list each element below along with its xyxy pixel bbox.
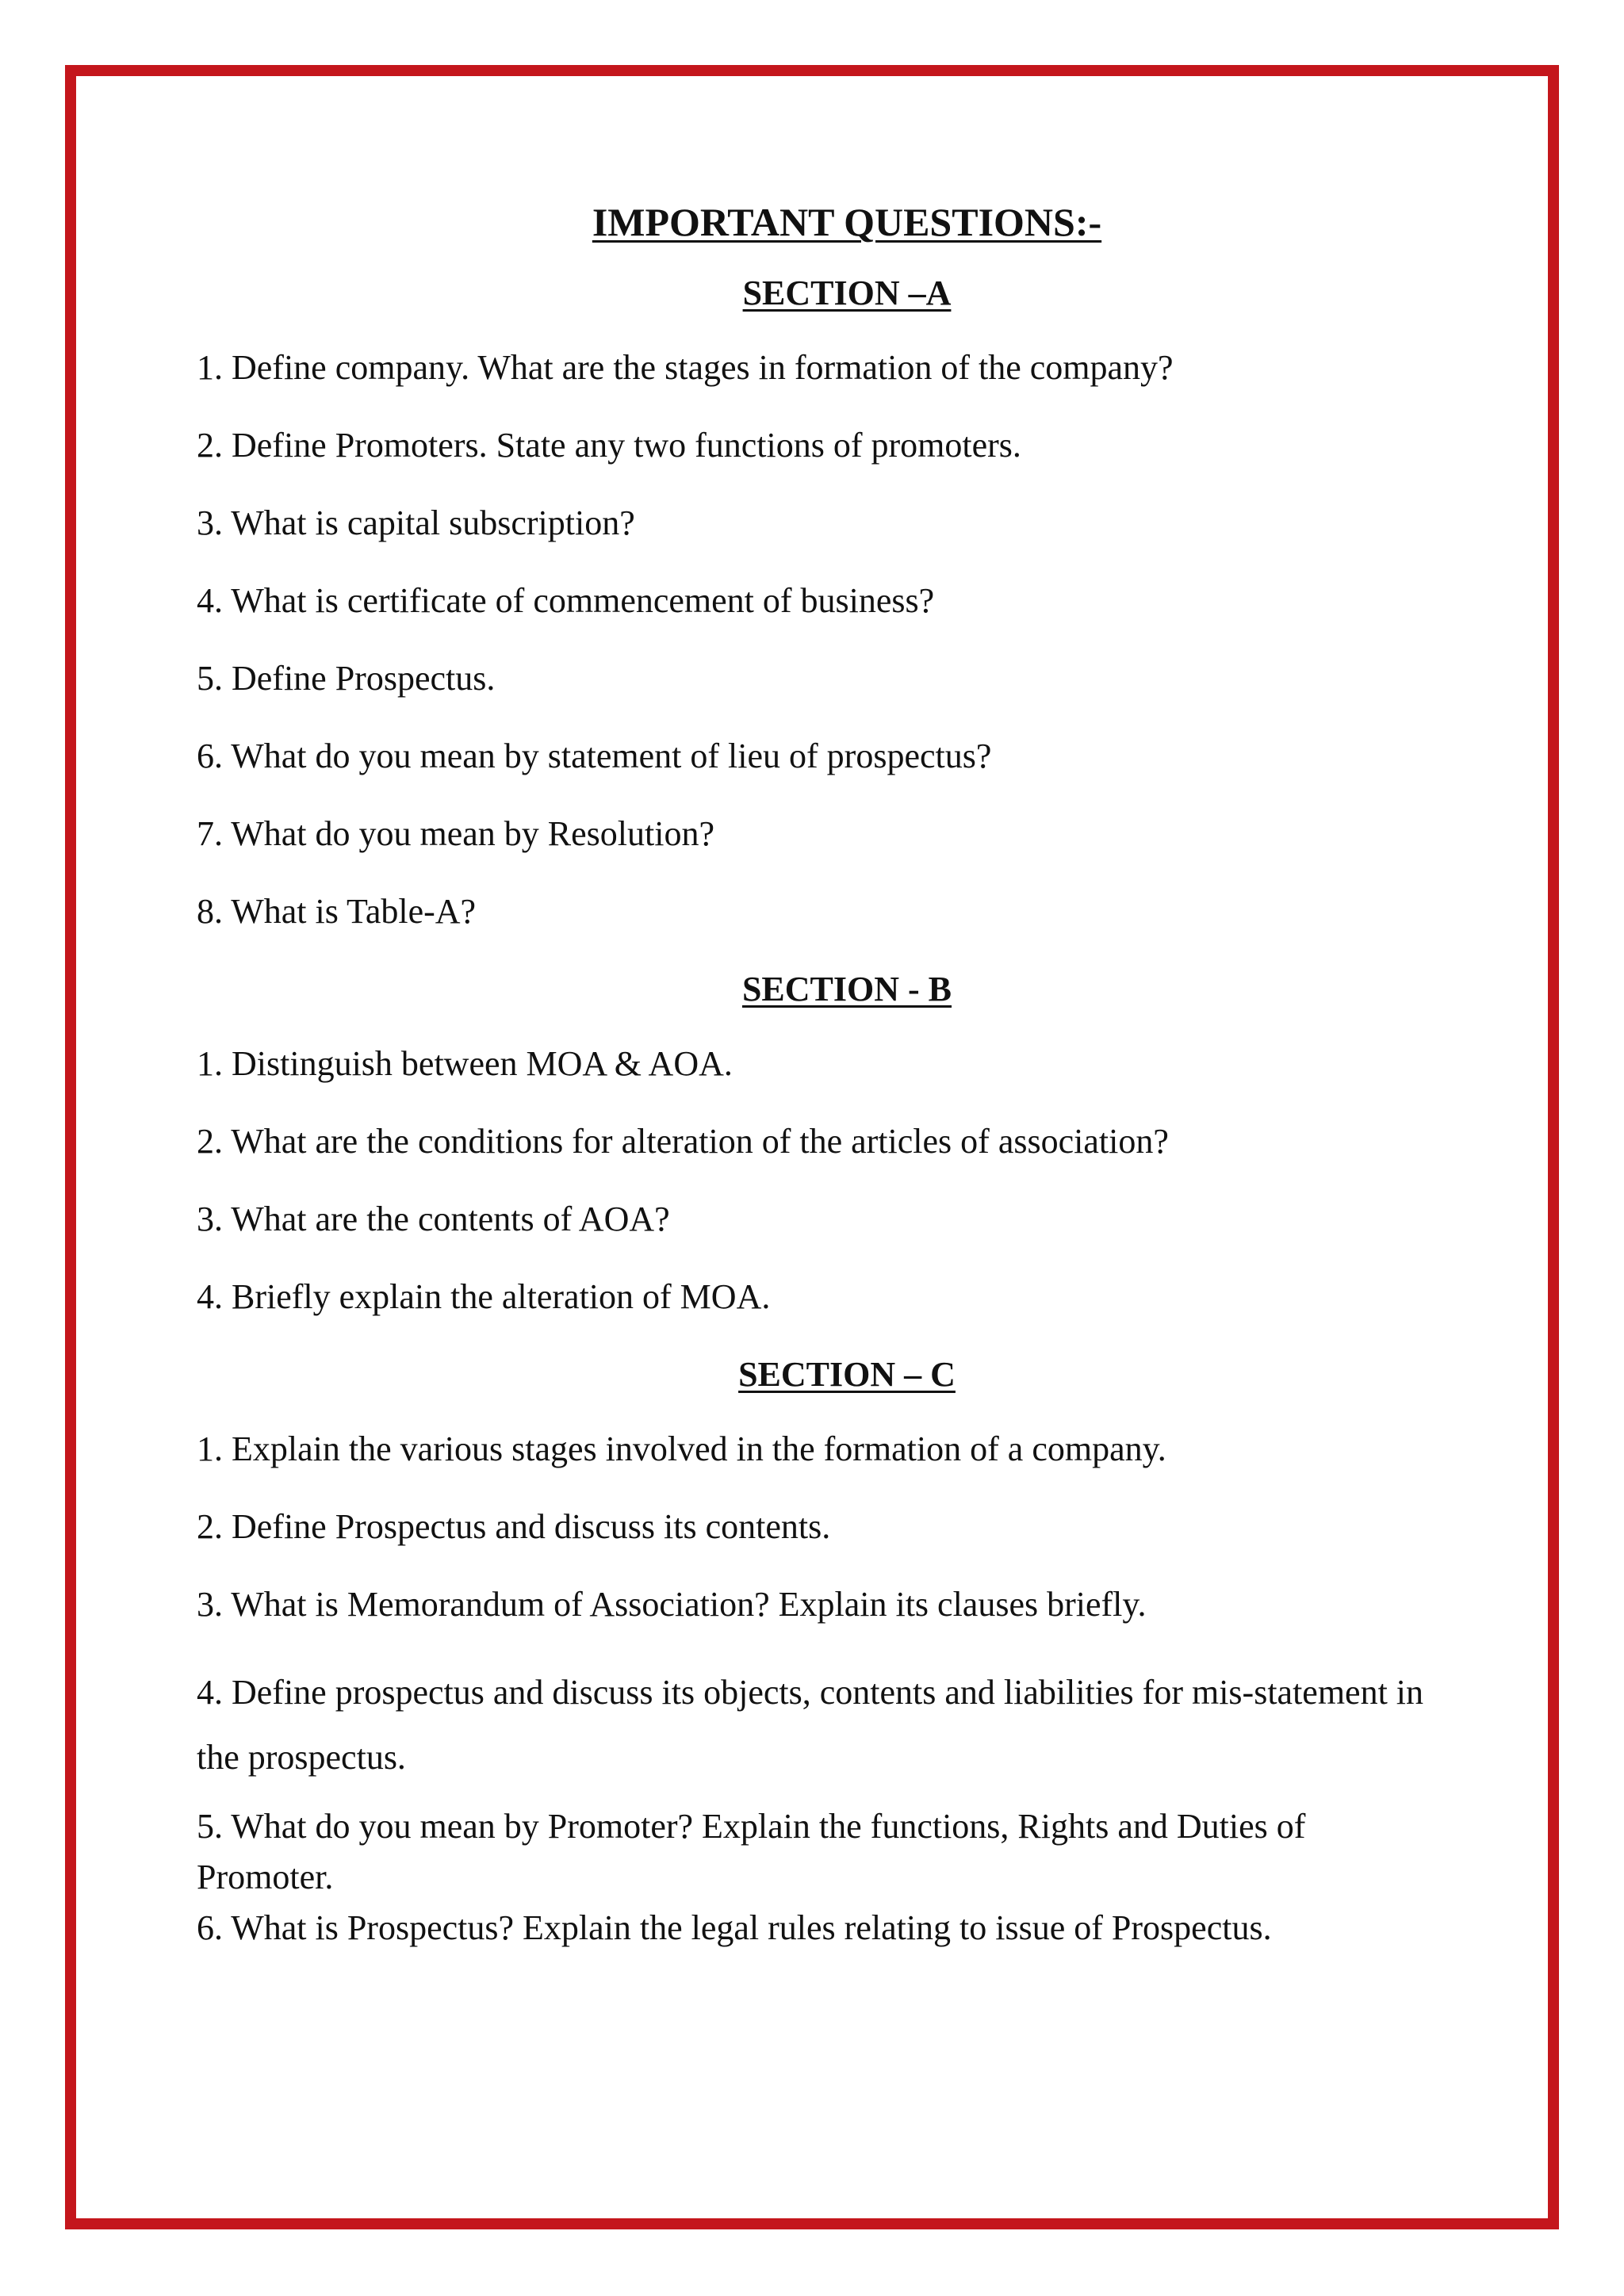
question-item: 8. What is Table-A? <box>197 892 477 931</box>
question-item: 4. Define prospectus and discuss its objects, contents and liabilities for mis-statement in the prospectus. <box>197 1673 1424 1777</box>
section-c-questions <box>197 1427 1450 1950</box>
document-content <box>197 197 1450 1984</box>
section-b-questions <box>197 1042 1450 1319</box>
question-item: 7. What do you mean by Resolution? <box>197 814 714 853</box>
question-item: 3. What is Memorandum of Association? Explain its clauses briefly. <box>197 1585 1147 1624</box>
question-item: 6. What do you mean by statement of lieu of prospectus? <box>197 737 992 775</box>
question-item: 1. Explain the various stages involved in the formation of a company. <box>197 1429 1166 1468</box>
question-item: 1. Distinguish between MOA & AOA. <box>197 1044 733 1083</box>
document-title: IMPORTANT QUESTIONS:- <box>592 200 1102 244</box>
question-item: 6. What is Prospectus? Explain the legal rules relating to issue of Prospectus. <box>197 1908 1272 1947</box>
question-item: 4. Briefly explain the alteration of MOA. <box>197 1277 771 1316</box>
question-item: 2. Define Prospectus and discuss its contents. <box>197 1507 831 1546</box>
question-item: 5. Define Prospectus. <box>197 659 496 698</box>
question-item: 4. What is certificate of commencement of business? <box>197 581 935 620</box>
section-a-questions <box>197 346 1450 934</box>
question-item: 2. What are the conditions for alteration of the articles of association? <box>197 1122 1169 1161</box>
question-item: 3. What are the contents of AOA? <box>197 1200 670 1238</box>
question-item: 2. Define Promoters. State any two functions of promoters. <box>197 426 1021 465</box>
section-b-heading: SECTION - B <box>741 970 952 1008</box>
section-c-heading: SECTION – C <box>738 1355 956 1394</box>
section-a-heading: SECTION –A <box>742 274 952 312</box>
question-item: 3. What is capital subscription? <box>197 503 635 542</box>
question-item: 1. Define company. What are the stages in formation of the company? <box>197 348 1174 387</box>
question-item: 5. What do you mean by Promoter? Explain the functions, Rights and Duties of Promoter. <box>197 1807 1306 1896</box>
